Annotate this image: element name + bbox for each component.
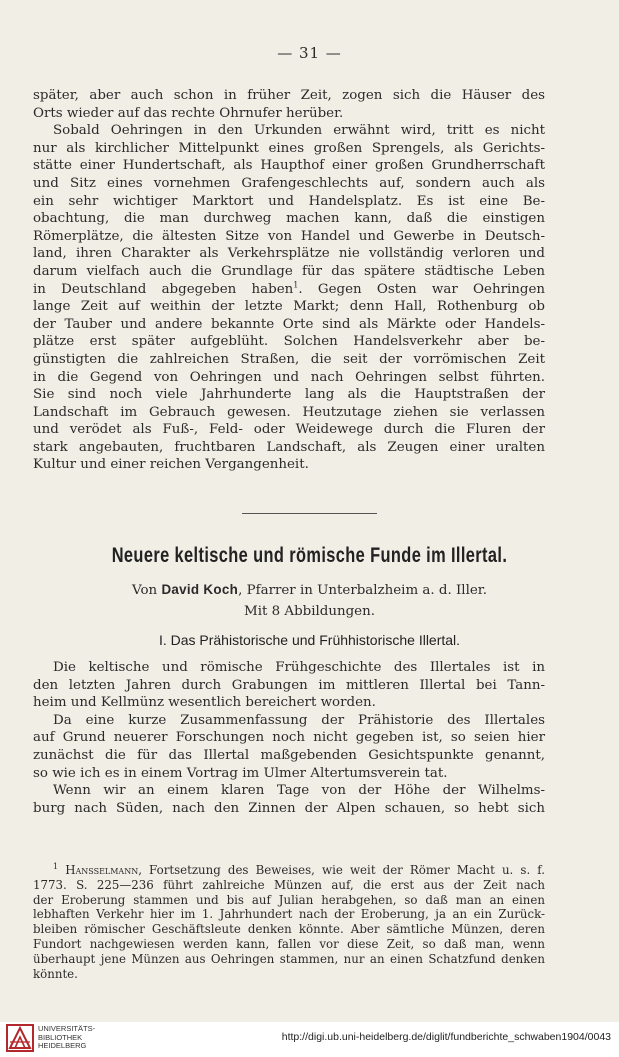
footer-bar — [0, 1022, 619, 1055]
source-url-link[interactable]: http://digi.ub.uni-heidelberg.de/diglit/fundberichte_schwaben1904/0043 — [281, 1031, 611, 1043]
footnote-line: Fundort nachgewiesen werden kann, fallen vor diese Zeit, so daß man, wenn — [33, 936, 545, 951]
text-line: Da eine kurze Zusammenfassung der Prähistorie des Illertales — [53, 712, 545, 728]
text-segment: . Gegen Osten war Oehringen — [298, 281, 546, 297]
body-text-bottom — [33, 659, 545, 817]
library-name-line: HEIDELBERG — [38, 1041, 87, 1050]
library-name-line: UNIVERSITÄTS- — [38, 1024, 96, 1033]
page-number: — 31 — — [277, 44, 342, 62]
text-line: Sobald Oehringen in den Urkunden erwähnt wird, tritt es nicht — [53, 123, 545, 139]
body-text-top — [33, 87, 545, 474]
text-line: darum vielfach auch die Grundlage für das spätere städtische Leben — [33, 263, 545, 279]
text-line: in die Gegend von Oehringen und nach Oehringen selbst führten. — [33, 369, 545, 385]
text-line: so wie ich es in einem Vortrag im Ulmer Altertumsverein tat. — [33, 765, 448, 781]
footnote-line: der Eroberung stammen und bis auf Julian herabgehen, so daß man an einen — [33, 892, 545, 907]
text-line: nur als kirchlicher Mittelpunkt eines großen Sprengels, als Gerichts- — [33, 140, 545, 156]
text-line: Kultur und einer reichen Vergangenheit. — [33, 457, 309, 473]
text-line: zunächst die für das Illertal maßgebenden Gesichtspunkte genannt, — [33, 747, 545, 763]
text-line: lange Zeit auf weithin der letzte Markt; denn Hall, Rothenburg ob — [33, 299, 545, 315]
section-divider — [242, 513, 377, 514]
library-name — [38, 1025, 95, 1051]
figure-count: Mit 8 Abbildungen. — [244, 604, 375, 619]
library-name-line: BIBLIOTHEK — [38, 1032, 83, 1042]
footnote-line: überhaupt jene Münzen aus Oehringen stammen, nur an einen Schatzfund denken — [33, 951, 545, 966]
text-segment: in Deutschland abgegeben haben — [33, 281, 294, 297]
text-line: später, aber auch schon in früher Zeit, zogen sich die Häuser des — [33, 88, 545, 103]
text-line: stark angebauten, fruchtbaren Landschaft, als Zeugen einer uralten — [33, 439, 545, 455]
footnote-line: könnte. — [33, 966, 78, 981]
text-line: land, ihren Charakter als Verkehrsplätze nie vollständig verloren und — [33, 246, 545, 262]
university-library-logo-icon — [6, 1024, 34, 1052]
footnote — [33, 863, 545, 981]
author-name: David Koch — [161, 582, 239, 597]
text-line: ein sehr wichtiger Marktort und Handelsplatz. Es ist eine Be- — [33, 193, 545, 209]
text-line: heim und Kellmünz wesentlich bereichert worden. — [33, 695, 376, 711]
article-author — [0, 582, 619, 598]
article-title: Neuere keltische und römische Funde im Illertal. — [111, 544, 508, 567]
author-suffix: , Pfarrer in Unterbalzheim a. d. Iller. — [238, 583, 487, 598]
text-line: Die keltische und römische Frühgeschichte des Illertales ist in — [53, 660, 545, 675]
text-line: Römerplätze, die ältesten Sitze von Handel und Gewerbe in Deutsch- — [33, 228, 545, 244]
text-line: burg nach Süden, nach den Zinnen der Alpen schauen, so hebt sich — [33, 800, 545, 816]
footnote-line: lebhaften Verkehr hier im 1. Jahrhundert nach der Eroberung, ja an ein Zurück- — [33, 907, 545, 922]
text-line: der Tauber und andere bekannte Orte sind als Märkte oder Handels- — [33, 316, 545, 332]
text-line: auf Grund neuerer Forschungen noch nicht gegeben ist, so seien hier — [33, 730, 545, 746]
text-line: und verödet als Fuß-, Feld- oder Weidewege durch die Fluren der — [33, 422, 545, 438]
section-heading: I. Das Prähistorische und Frühhistorische Illertal. — [158, 632, 461, 648]
text-line: Wenn wir an einem klaren Tage von der Höhe der Wilhelms- — [53, 783, 545, 799]
footnote-marker: 1 — [53, 862, 59, 872]
footnote-text: , Fortsetzung des Beweises, wie weit der Römer Macht u. s. f. — [138, 863, 545, 877]
text-line: Sie sind noch viele Jahrhunderte lang als die Hauptstraßen der — [33, 387, 545, 403]
footnote-line — [33, 863, 545, 878]
footnote-line: bleiben römischer Geschäftsleute denken könnte. Aber sämtliche Münzen, deren — [33, 922, 545, 937]
footnote-author: Hanßelmann — [65, 863, 139, 877]
author-prefix: Von — [132, 583, 158, 598]
footnote-line: 1773. S. 225—236 führt zahlreiche Münzen auf, die erst aus der Zeit nach — [33, 877, 545, 892]
text-line: Orts wieder auf das rechte Ohrnufer herüber. — [33, 105, 344, 121]
text-line: und Sitz eines vornehmen Grafengeschlechts auf, sondern auch als — [33, 175, 545, 191]
text-line-with-footnote-ref — [33, 281, 545, 299]
text-line: Landschaft im Gebrauch gewesen. Heutzutage ziehen sie verlassen — [33, 404, 545, 420]
text-line: stätte einer Hundertschaft, als Haupthof einer großen Grundherrschaft — [33, 158, 545, 174]
text-line: plätze erst später aufgeblüht. Solchen Handelsverkehr aber be- — [33, 334, 545, 350]
text-line: günstigten die zahlreichen Straßen, die seit der vorrömischen Zeit — [33, 351, 545, 367]
text-line: obachtung, die man durchweg machen kann, daß die einstigen — [33, 211, 545, 227]
text-line: den letzten Jahren durch Grabungen im mittleren Illertal bei Tann- — [33, 677, 545, 693]
footnote-reference: 1 — [293, 280, 299, 290]
